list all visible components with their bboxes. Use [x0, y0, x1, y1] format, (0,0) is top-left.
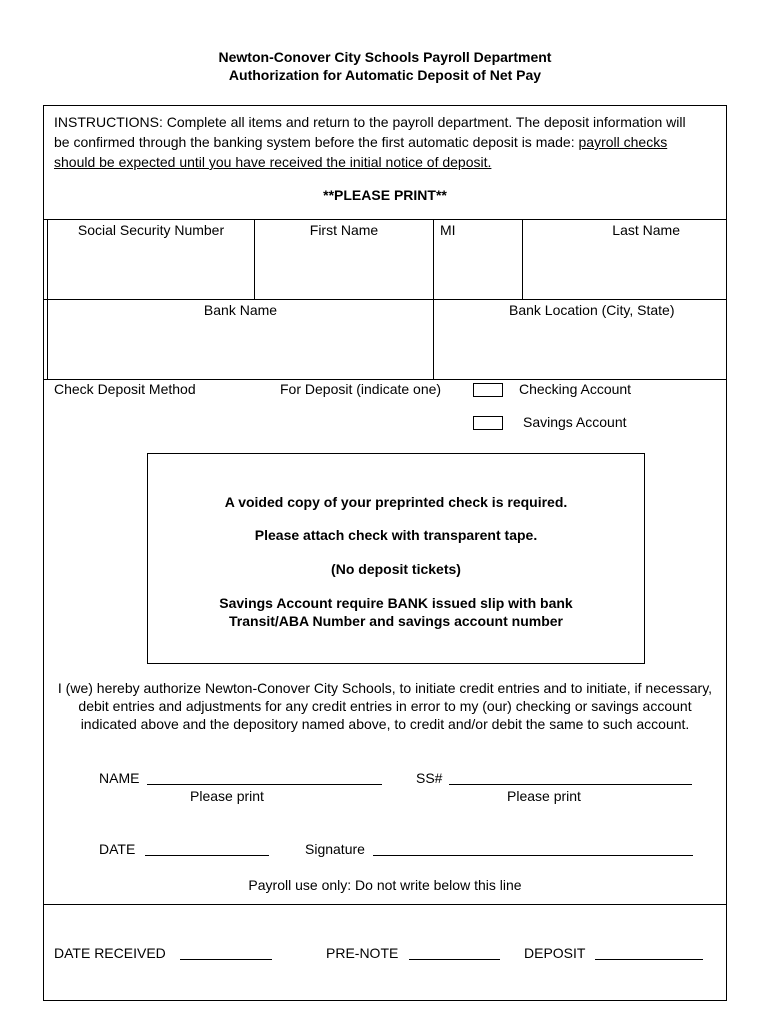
notice-line-1: A voided copy of your preprinted check is required.: [224, 494, 568, 510]
bank-name-field[interactable]: [48, 320, 432, 378]
pre-note-line[interactable]: [409, 959, 500, 960]
checking-checkbox[interactable]: [473, 383, 503, 397]
ss-please-print: Please print: [507, 788, 581, 804]
name-label: NAME: [99, 770, 140, 786]
mi-field[interactable]: [434, 240, 521, 298]
ss-label: SS#: [416, 770, 443, 786]
date-label: DATE: [99, 841, 136, 857]
last-name-text: Last Name: [612, 222, 680, 238]
instructions-text: INSTRUCTIONS: Complete all items and return to the payroll department. The deposit information will be confirmed through the banking system before the first automatic deposit is made:: [54, 114, 686, 150]
savings-checkbox[interactable]: [473, 416, 503, 430]
bank-name-label: Bank Name: [203, 302, 278, 318]
deposit-method-label: Check Deposit Method: [54, 381, 196, 397]
name-input-line[interactable]: [147, 784, 382, 785]
deposit-line[interactable]: [595, 959, 703, 960]
checking-label: Checking Account: [519, 381, 632, 397]
table-mid-line: [43, 299, 727, 300]
authorization-text: I (we) hereby authorize Newton-Conover City Schools, to initiate credit entries and to initiate, if necessary, debit entries and adjustments for any credit entries in error to my (our) checking or savings account indicated above and the depository named above, to credit and/or debit the same to such account.: [57, 680, 713, 732]
pre-note-label: PRE-NOTE: [326, 945, 399, 961]
mi-label: MI: [440, 222, 456, 238]
deposit-label: DEPOSIT: [524, 945, 586, 961]
payroll-divider-line: [43, 904, 727, 905]
date-received-label: DATE RECEIVED: [54, 945, 166, 961]
first-name-field[interactable]: [255, 240, 432, 298]
last-name-field[interactable]: [523, 240, 726, 298]
notice-line-5: Transit/ABA Number and savings account number: [229, 613, 563, 629]
ssn-label: Social Security Number: [77, 222, 225, 238]
please-print-heading: **PLEASE PRINT**: [323, 187, 447, 203]
notice-line-2: Please attach check with transparent tape.: [254, 527, 538, 543]
notice-line-3: (No deposit tickets): [331, 561, 461, 577]
form-title: Newton-Conover City Schools Payroll Department: [218, 49, 552, 65]
signature-label: Signature: [305, 841, 365, 857]
ssn-field[interactable]: [48, 240, 253, 298]
table-top-line: [43, 219, 727, 220]
savings-label: Savings Account: [523, 414, 627, 430]
notice-line-4: Savings Account require BANK issued slip with bank: [219, 595, 573, 611]
date-received-line[interactable]: [180, 959, 272, 960]
instructions: [54, 112, 694, 172]
name-please-print: Please print: [190, 788, 264, 804]
bank-location-label: Bank Location (City, State): [509, 302, 675, 318]
last-name-label: [523, 221, 727, 239]
for-deposit-label: For Deposit (indicate one): [280, 381, 442, 397]
first-name-label: First Name: [309, 222, 379, 238]
date-input-line[interactable]: [145, 855, 269, 856]
ss-input-line[interactable]: [449, 784, 692, 785]
form-subtitle: Authorization for Automatic Deposit of Net Pay: [228, 67, 542, 83]
bank-location-field[interactable]: [434, 320, 726, 378]
voided-check-notice: [147, 453, 645, 664]
payroll-use-note: Payroll use only: Do not write below this line: [248, 877, 522, 893]
signature-input-line[interactable]: [373, 855, 693, 856]
instructions-underlined: payroll checks should be expected until you have received the initial notice of deposit.: [54, 134, 668, 170]
